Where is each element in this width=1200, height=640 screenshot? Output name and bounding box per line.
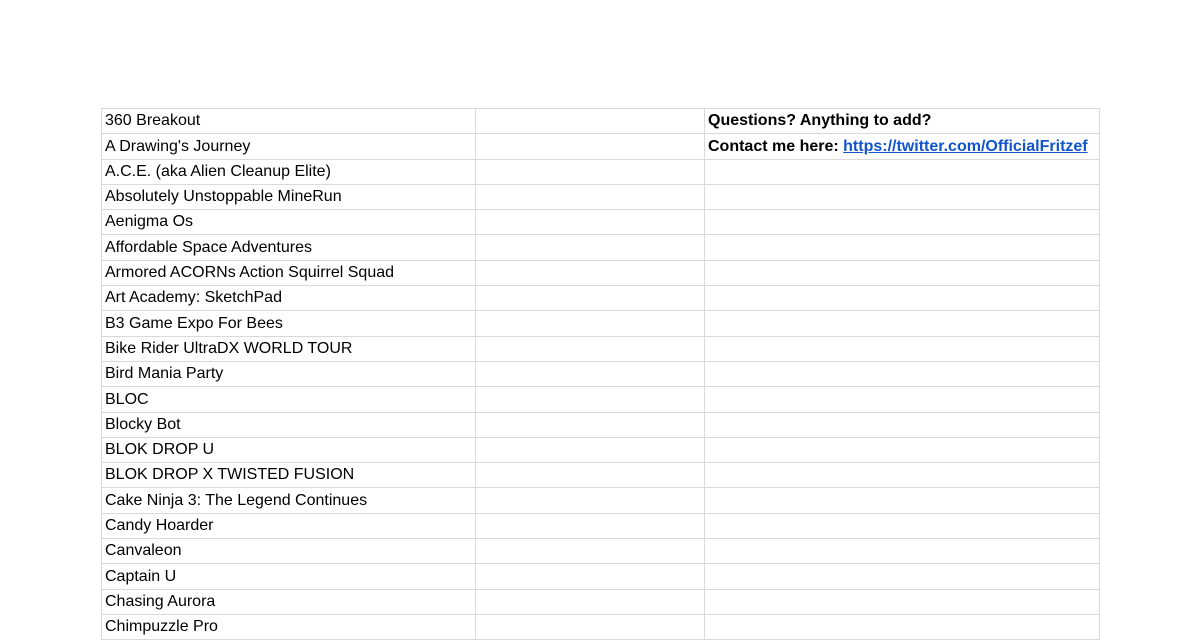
questions-note-cell[interactable]: Questions? Anything to add? (705, 109, 1100, 134)
table-row (102, 412, 1100, 437)
game-title-cell[interactable]: Canvaleon (102, 539, 476, 564)
game-title-cell[interactable]: Chimpuzzle Pro (102, 614, 476, 639)
empty-cell[interactable] (476, 463, 705, 488)
table-row (102, 614, 1100, 639)
game-title-cell[interactable]: BLOK DROP U (102, 437, 476, 462)
empty-cell[interactable] (476, 437, 705, 462)
table-row (102, 564, 1100, 589)
empty-cell[interactable] (705, 235, 1100, 260)
twitter-contact-link[interactable]: https://twitter.com/OfficialFritzef (843, 137, 1088, 155)
empty-cell[interactable] (476, 260, 705, 285)
empty-cell[interactable] (476, 134, 705, 159)
game-title-cell[interactable]: Armored ACORNs Action Squirrel Squad (102, 260, 476, 285)
empty-cell[interactable] (705, 539, 1100, 564)
empty-cell[interactable] (476, 159, 705, 184)
table-row (102, 589, 1100, 614)
game-title-cell[interactable]: 360 Breakout (102, 109, 476, 134)
empty-cell[interactable] (476, 614, 705, 639)
empty-cell[interactable] (476, 311, 705, 336)
empty-cell[interactable] (705, 260, 1100, 285)
empty-cell[interactable] (705, 437, 1100, 462)
empty-cell[interactable] (705, 311, 1100, 336)
empty-cell[interactable] (476, 361, 705, 386)
table-row (102, 311, 1100, 336)
table-row (102, 134, 1100, 159)
empty-cell[interactable] (705, 387, 1100, 412)
empty-cell[interactable] (476, 235, 705, 260)
game-title-cell[interactable]: Cake Ninja 3: The Legend Continues (102, 488, 476, 513)
empty-cell[interactable] (705, 463, 1100, 488)
table-row (102, 286, 1100, 311)
table-row (102, 109, 1100, 134)
empty-cell[interactable] (476, 539, 705, 564)
table-row (102, 513, 1100, 538)
game-title-cell[interactable]: Captain U (102, 564, 476, 589)
empty-cell[interactable] (476, 387, 705, 412)
empty-cell[interactable] (705, 412, 1100, 437)
empty-cell[interactable] (476, 210, 705, 235)
game-title-cell[interactable]: A Drawing's Journey (102, 134, 476, 159)
empty-cell[interactable] (705, 286, 1100, 311)
empty-cell[interactable] (705, 614, 1100, 639)
empty-cell[interactable] (705, 210, 1100, 235)
empty-cell[interactable] (476, 488, 705, 513)
table-row (102, 539, 1100, 564)
table-row (102, 260, 1100, 285)
empty-cell[interactable] (476, 564, 705, 589)
game-title-cell[interactable]: Absolutely Unstoppable MineRun (102, 184, 476, 209)
table-row (102, 361, 1100, 386)
game-title-cell[interactable]: BLOC (102, 387, 476, 412)
empty-cell[interactable] (705, 513, 1100, 538)
game-title-cell[interactable]: Chasing Aurora (102, 589, 476, 614)
table-row (102, 210, 1100, 235)
table-row (102, 387, 1100, 412)
table-row (102, 488, 1100, 513)
empty-cell[interactable] (476, 109, 705, 134)
empty-cell[interactable] (705, 336, 1100, 361)
table-row (102, 463, 1100, 488)
empty-cell[interactable] (476, 184, 705, 209)
empty-cell[interactable] (705, 361, 1100, 386)
game-title-cell[interactable]: Bird Mania Party (102, 361, 476, 386)
game-title-cell[interactable]: Blocky Bot (102, 412, 476, 437)
empty-cell[interactable] (476, 286, 705, 311)
empty-cell[interactable] (705, 488, 1100, 513)
game-title-cell[interactable]: BLOK DROP X TWISTED FUSION (102, 463, 476, 488)
empty-cell[interactable] (476, 412, 705, 437)
empty-cell[interactable] (705, 159, 1100, 184)
game-title-cell[interactable]: Affordable Space Adventures (102, 235, 476, 260)
table-row (102, 235, 1100, 260)
game-list-table (101, 108, 1100, 640)
contact-note-cell[interactable] (705, 134, 1100, 159)
contact-label: Contact me here: (708, 137, 839, 155)
game-title-cell[interactable]: A.C.E. (aka Alien Cleanup Elite) (102, 159, 476, 184)
empty-cell[interactable] (476, 589, 705, 614)
table-row (102, 184, 1100, 209)
game-title-cell[interactable]: Art Academy: SketchPad (102, 286, 476, 311)
empty-cell[interactable] (476, 336, 705, 361)
game-title-cell[interactable]: Bike Rider UltraDX WORLD TOUR (102, 336, 476, 361)
empty-cell[interactable] (705, 184, 1100, 209)
table-row (102, 437, 1100, 462)
game-title-cell[interactable]: Candy Hoarder (102, 513, 476, 538)
game-title-cell[interactable]: Aenigma Os (102, 210, 476, 235)
empty-cell[interactable] (705, 589, 1100, 614)
table-row (102, 159, 1100, 184)
empty-cell[interactable] (476, 513, 705, 538)
table-row (102, 336, 1100, 361)
game-title-cell[interactable]: B3 Game Expo For Bees (102, 311, 476, 336)
spreadsheet-grid (101, 108, 1099, 640)
empty-cell[interactable] (705, 564, 1100, 589)
